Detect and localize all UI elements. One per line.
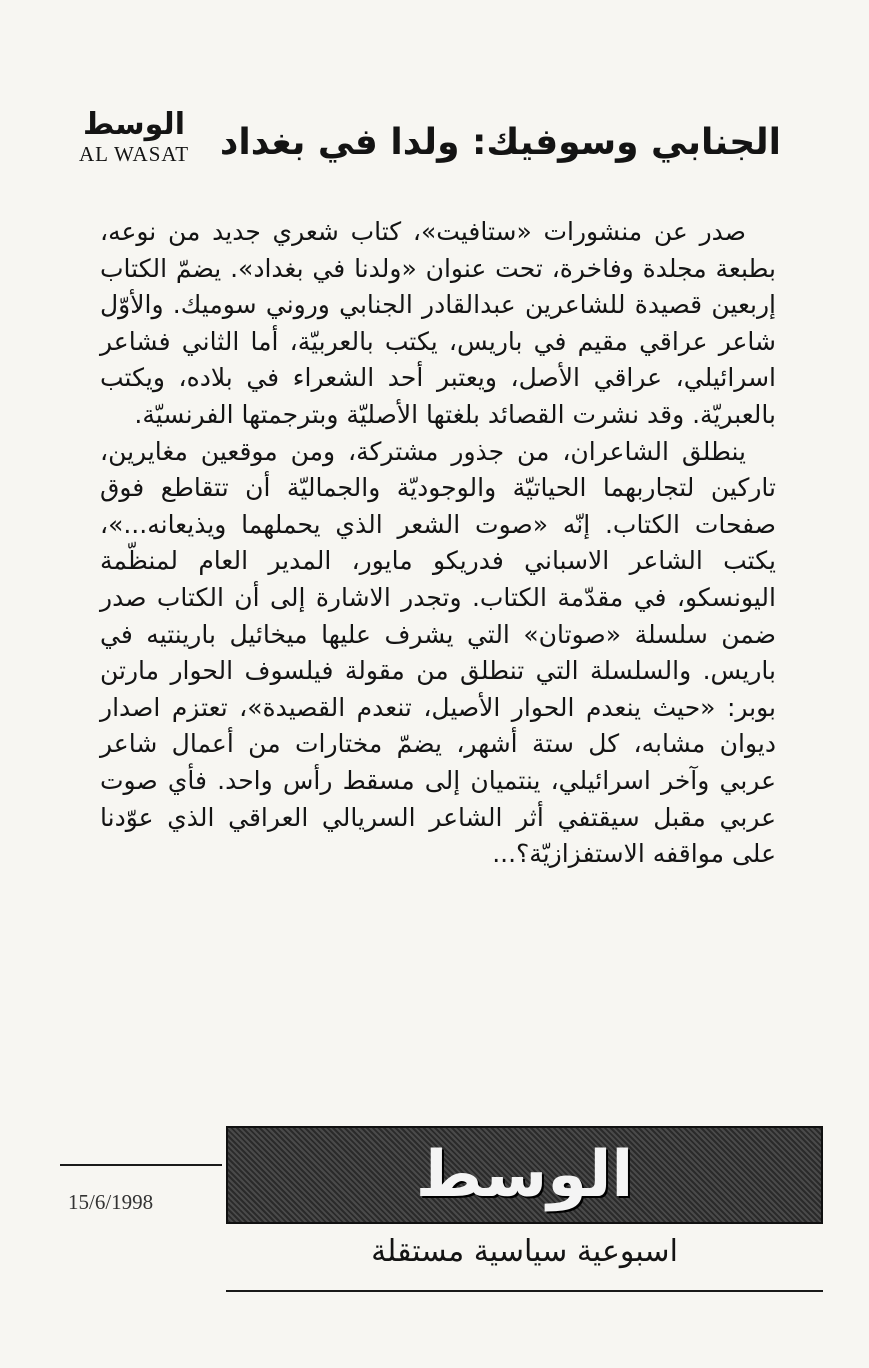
- article-paragraph-1: صدر عن منشورات «ستافيت»، كتاب شعري جديد من نوعه، بطبعة مجلدة وفاخرة، تحت عنوان «ولدنا في بغداد». يضمّ الكتاب إربعين قصيدة للشاعرين عبدالقادر الجنابي وروني سوميك. والأوّل شاعر عراقي مقيم في باريس، يكتب بالعربيّة، أما الثاني فشاعر اسرائيلي، عراقي الأصل، ويعتبر أحد الشعراء في بلاده، ويكتب بالعبريّة. وقد نشرت القصائد بلغتها الأصليّة وبترجمتها الفرنسيّة.: [100, 217, 776, 429]
- article-headline: الجنابي وسوفيك: ولدا في بغداد: [219, 122, 781, 163]
- divider-rule-bottom: [226, 1290, 823, 1292]
- masthead-logo-english: AL WASAT: [78, 142, 190, 166]
- masthead-logo-arabic: الوسط: [83, 107, 185, 142]
- article-body: [100, 214, 776, 873]
- footer-tagline: اسبوعية سياسية مستقلة: [371, 1234, 678, 1269]
- publication-date: 15/6/1998: [68, 1190, 154, 1214]
- masthead-logo: [64, 108, 204, 166]
- footer-masthead-banner: [226, 1126, 823, 1224]
- divider-rule-left: [60, 1164, 222, 1166]
- article-paragraph-2: ينطلق الشاعران، من جذور مشتركة، ومن موقعين مغايرين، تاركين لتجاربهما الحياتيّة والوجوديّة والجماليّة أن تتقاطع فوق صفحات الكتاب. إنّه «صوت الشعر الذي يحملهما ويذيعانه...»، يكتب الشاعر الاسباني فدريكو مايور، المدير العام لمنظّمة اليونسكو، في مقدّمة الكتاب. وتجدر الاشارة إلى أن الكتاب صدر ضمن سلسلة «صوتان» التي يشرف عليها ميخائيل بارينتيه في باريس. والسلسلة التي تنطلق من مقولة فيلسوف الحوار مارتن بوبر: «حيث ينعدم الحوار الأصيل، تنعدم القصيدة»، تعتزم اصدار ديوان مشابه، كل ستة أشهر، يضمّ مختارات من أعمال شاعر عربي وآخر اسرائيلي، ينتميان إلى مسقط رأس واحد. فأي صوت عربي مقبل سيقتفي أثر الشاعر السريالي العراقي الذي عوّدنا على مواقفه الاستفزازيّة؟...: [100, 436, 776, 869]
- footer-masthead-title: الوسط: [415, 1138, 634, 1212]
